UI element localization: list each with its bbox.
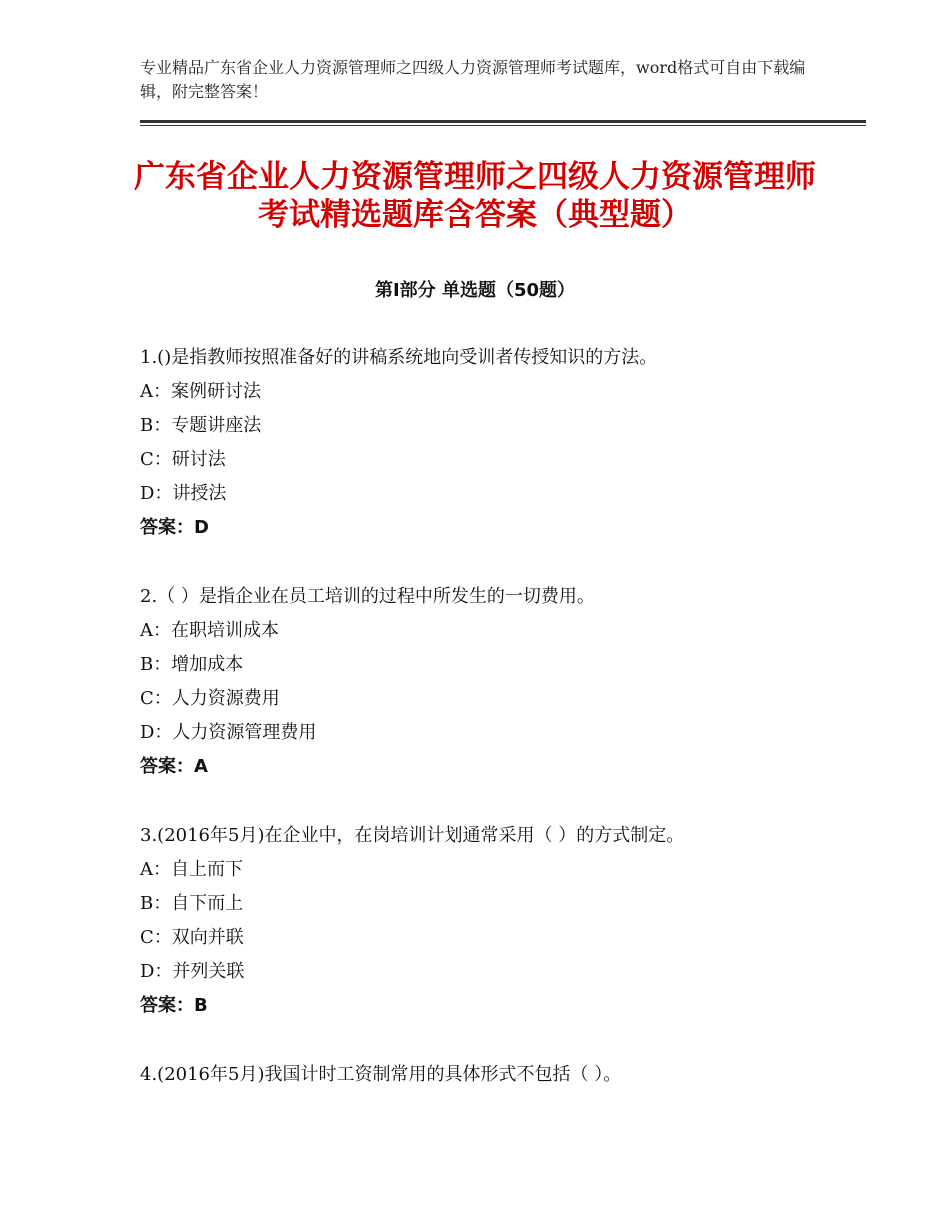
option-a: A：自上而下 (140, 859, 243, 880)
question-1 (140, 341, 840, 545)
answer: 答案：A (140, 756, 208, 777)
answer: 答案：B (140, 995, 208, 1016)
option-d: D：并列关联 (140, 961, 245, 982)
question-stem: 3.(2016年5月)在企业中，在岗培训计划通常采用（ ）的方式制定。 (140, 825, 685, 846)
option-b: B：专题讲座法 (140, 415, 262, 436)
option-b: B：自下而上 (140, 893, 244, 914)
question-2 (140, 580, 840, 784)
header-divider-thin (140, 125, 866, 126)
option-c: C：人力资源费用 (140, 688, 280, 709)
option-d: D：讲授法 (140, 483, 227, 504)
option-c: C：双向并联 (140, 927, 244, 948)
option-a: A：在职培训成本 (140, 620, 279, 641)
document-title: 广东省企业人力资源管理师之四级人力资源管理师考试精选题库含答案（典型题） (134, 159, 816, 233)
question-stem: 2.（ ）是指企业在员工培训的过程中所发生的一切费用。 (140, 586, 595, 607)
answer: 答案：D (140, 517, 209, 538)
option-d: D：人力资源管理费用 (140, 722, 317, 743)
option-c: C：研讨法 (140, 449, 226, 470)
question-stem: 4.(2016年5月)我国计时工资制常用的具体形式不包括（ ）。 (140, 1064, 622, 1085)
question-stem: 1.()是指教师按照准备好的讲稿系统地向受训者传授知识的方法。 (140, 347, 658, 368)
header-divider (140, 120, 866, 123)
option-b: B：增加成本 (140, 654, 244, 675)
question-4 (140, 1058, 840, 1092)
section-heading: 第Ⅰ部分 单选题（50题） (374, 280, 575, 301)
question-3 (140, 819, 840, 1023)
header-note: 专业精品广东省企业人力资源管理师之四级人力资源管理师考试题库，word格式可自由下载编辑，附完整答案！ (140, 58, 806, 101)
option-a: A：案例研讨法 (140, 381, 261, 402)
